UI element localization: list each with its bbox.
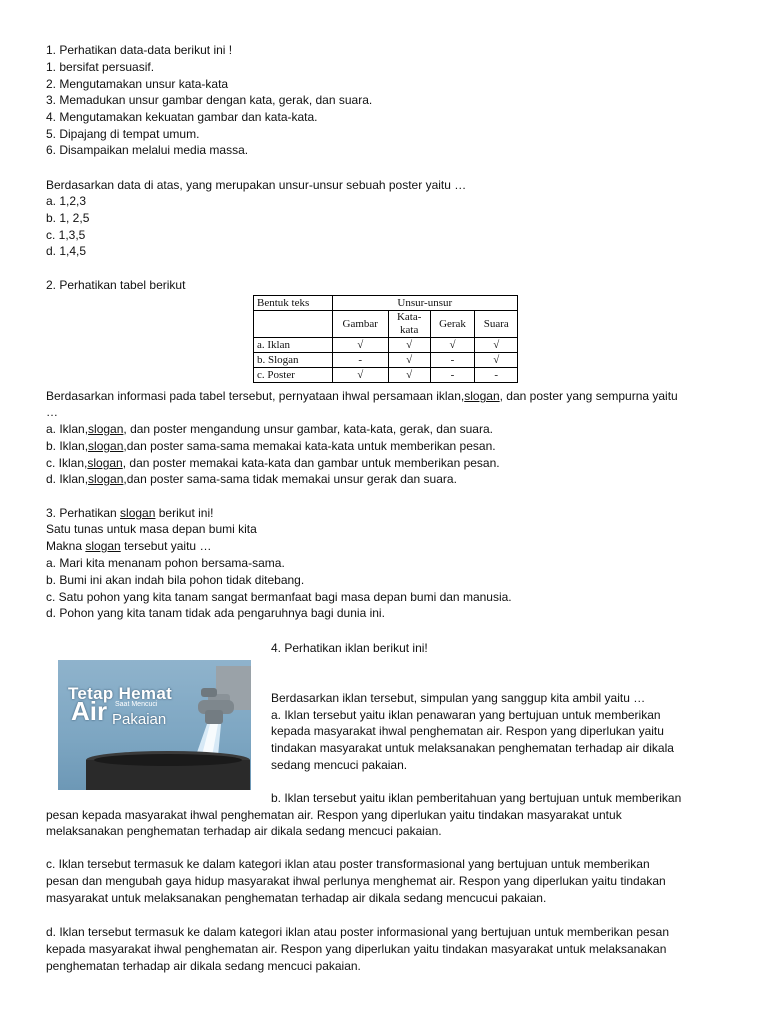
table-cell: - [332,353,388,368]
q2-option-c [46,455,500,472]
q1-item: 2. Mengutamakan unsur kata-kata [46,77,229,91]
q4-option-b-line: pesan kepada masyarakat ihwal penghematan air. Respon yang diperlukan yaitu tindakan masyarakat untuk [46,808,622,822]
opt-slogan: slogan [87,456,123,470]
q3-quote: Satu tunas untuk masa depan bumi kita [46,522,257,536]
table-cell-label: c. Poster [254,368,333,383]
table-header-suara: Suara [475,311,518,338]
opt-slogan: slogan [88,422,124,436]
q4-question: Berdasarkan iklan tersebut, simpulan yang sanggup kita ambil yaitu … [271,691,646,705]
table-header-gerak: Gerak [430,311,475,338]
q3-question [46,538,211,555]
q1-item: 4. Mengutamakan kekuatan gambar dan kata-kata. [46,110,318,124]
q1-option-a: a. 1,2,3 [46,194,87,208]
q3-intro [46,505,213,522]
opt-pre: d. Iklan, [46,472,89,486]
q2-intro: 2. Perhatikan tabel berikut [46,278,186,292]
q2-question-cont: … [46,405,58,419]
q4-option-c-line: c. Iklan tersebut termasuk ke dalam kategori iklan atau poster transformasional yang bertujuan untuk memberikan [46,857,650,871]
q2-question-pre: Berdasarkan informasi pada tabel tersebut, pernyataan ihwal persamaan iklan, [46,389,465,403]
q2-option-b [46,438,496,455]
q3-intro-slogan: slogan [120,506,156,520]
opt-post: ,dan poster sama-sama memakai kata-kata untuk memberikan pesan. [123,439,496,453]
table-header-kata-line2: kata [400,324,419,336]
table-cell: √ [430,338,475,353]
table-cell-empty [254,311,333,338]
opt-pre: c. Iklan, [46,456,88,470]
q4-option-b-line: b. Iklan tersebut yaitu iklan pemberitahuan yang bertujuan untuk memberikan [271,791,682,805]
table-cell: √ [332,368,388,383]
table-cell: √ [388,368,430,383]
q1-item: 5. Dipajang di tempat umum. [46,127,200,141]
ad-small-text: Saat Mencuci [115,701,158,708]
table-cell: - [475,368,518,383]
q3-question-slogan: slogan [85,539,121,553]
table-cell: √ [475,353,518,368]
opt-post: , dan poster mengandung unsur gambar, kata-kata, gerak, dan suara. [123,422,493,436]
q4-option-a-line: sedang mencuci pakaian. [271,758,408,772]
q1-option-c: c. 1,3,5 [46,228,86,242]
q2-option-a [46,421,493,438]
water-saving-ad-image [58,660,251,790]
q4-option-c-line: masyarakat untuk melaksanakan penghematan terhadap air dikala sedang mencucui pakaian. [46,891,547,905]
table-cell-label: a. Iklan [254,338,333,353]
q2-question [46,388,678,405]
ad-title-line1: Tetap Hemat [68,684,173,703]
q3-option-b: b. Bumi ini akan indah bila pohon tidak ditebang. [46,573,305,587]
table-cell: √ [332,338,388,353]
opt-slogan: slogan [88,439,124,453]
q2-question-post: , dan poster yang sempurna yaitu [499,389,678,403]
table-header-bentuk: Bentuk teks [254,296,333,311]
q3-option-d: d. Pohon yang kita tanam tidak ada pengaruhnya bagi dunia ini. [46,606,385,620]
text-elements-table [253,295,518,383]
ad-title-air: Air [71,696,108,726]
q4-intro: 4. Perhatikan iklan berikut ini! [271,641,428,655]
q1-intro: 1. Perhatikan data-data berikut ini ! [46,43,233,57]
q1-item: 6. Disampaikan melalui media massa. [46,143,249,157]
table-cell-label: b. Slogan [254,353,333,368]
table-cell: √ [475,338,518,353]
q4-option-d-line: penghematan terhadap air dikala sedang mencuci pakaian. [46,959,361,973]
q3-question-pre: Makna [46,539,86,553]
opt-pre: b. Iklan, [46,439,89,453]
table-cell: √ [388,353,430,368]
q4-option-d-line: kepada masyarakat ihwal penghematan air. Respon yang diperlukan yaitu tindakan masyarakat untuk melaksanakan [46,942,667,956]
table-header-kata [388,311,430,338]
q1-option-b: b. 1, 2,5 [46,211,90,225]
q1-item: 3. Memadukan unsur gambar dengan kata, gerak, dan suara. [46,93,373,107]
table-row [254,353,518,368]
opt-post: , dan poster memakai kata-kata dan gambar untuk memberikan pesan. [122,456,500,470]
q4-option-a-line: a. Iklan tersebut yaitu iklan penawaran yang bertujuan untuk memberikan [271,708,661,722]
q3-question-post: tersebut yaitu … [120,539,212,553]
q3-intro-post: berikut ini! [155,506,214,520]
table-row [254,338,518,353]
q1-question: Berdasarkan data di atas, yang merupakan unsur-unsur sebuah poster yaitu … [46,178,467,192]
table-row [254,368,518,383]
table-cell: - [430,353,475,368]
q1-option-d: d. 1,4,5 [46,244,87,258]
q4-option-c-line: pesan dan mengubah gaya hidup masyarakat ihwal perlunya menghemat air. Respon yang diperlukan yaitu tindakan [46,874,666,888]
table-cell: √ [388,338,430,353]
q1-item: 1. bersifat persuasif. [46,60,155,74]
q4-option-d-line: d. Iklan tersebut termasuk ke dalam kategori iklan atau poster informasional yang bertujuan untuk memberikan pesan [46,925,670,939]
q4-option-b-line: melaksanakan penghematan terhadap air dikala sedang mencuci pakaian. [46,824,442,838]
opt-pre: a. Iklan, [46,422,89,436]
table-header-kata-line1: Kata- [396,311,422,323]
table-header-gambar: Gambar [332,311,388,338]
q4-option-a-line: kepada masyarakat ihwal penghematan air. Respon yang diperlukan yaitu [271,724,664,738]
opt-post: ,dan poster sama-sama tidak memakai unsur gerak dan suara. [123,472,457,486]
q3-option-c: c. Satu pohon yang kita tanam sangat bermanfaat bagi masa depan bumi dan manusia. [46,590,512,604]
q2-question-slogan: slogan [464,389,500,403]
q3-option-a: a. Mari kita menanam pohon bersama-sama. [46,556,285,570]
opt-slogan: slogan [88,472,124,486]
q4-option-a-line: tindakan masyarakat untuk melaksanakan penghematan terhadap air dikala [271,741,674,755]
q3-intro-pre: 3. Perhatikan [46,506,121,520]
q2-option-d [46,471,457,488]
ad-title-pakaian: Pakaian [112,711,167,728]
table-cell: - [430,368,475,383]
table-header-unsur: Unsur-unsur [332,296,517,311]
